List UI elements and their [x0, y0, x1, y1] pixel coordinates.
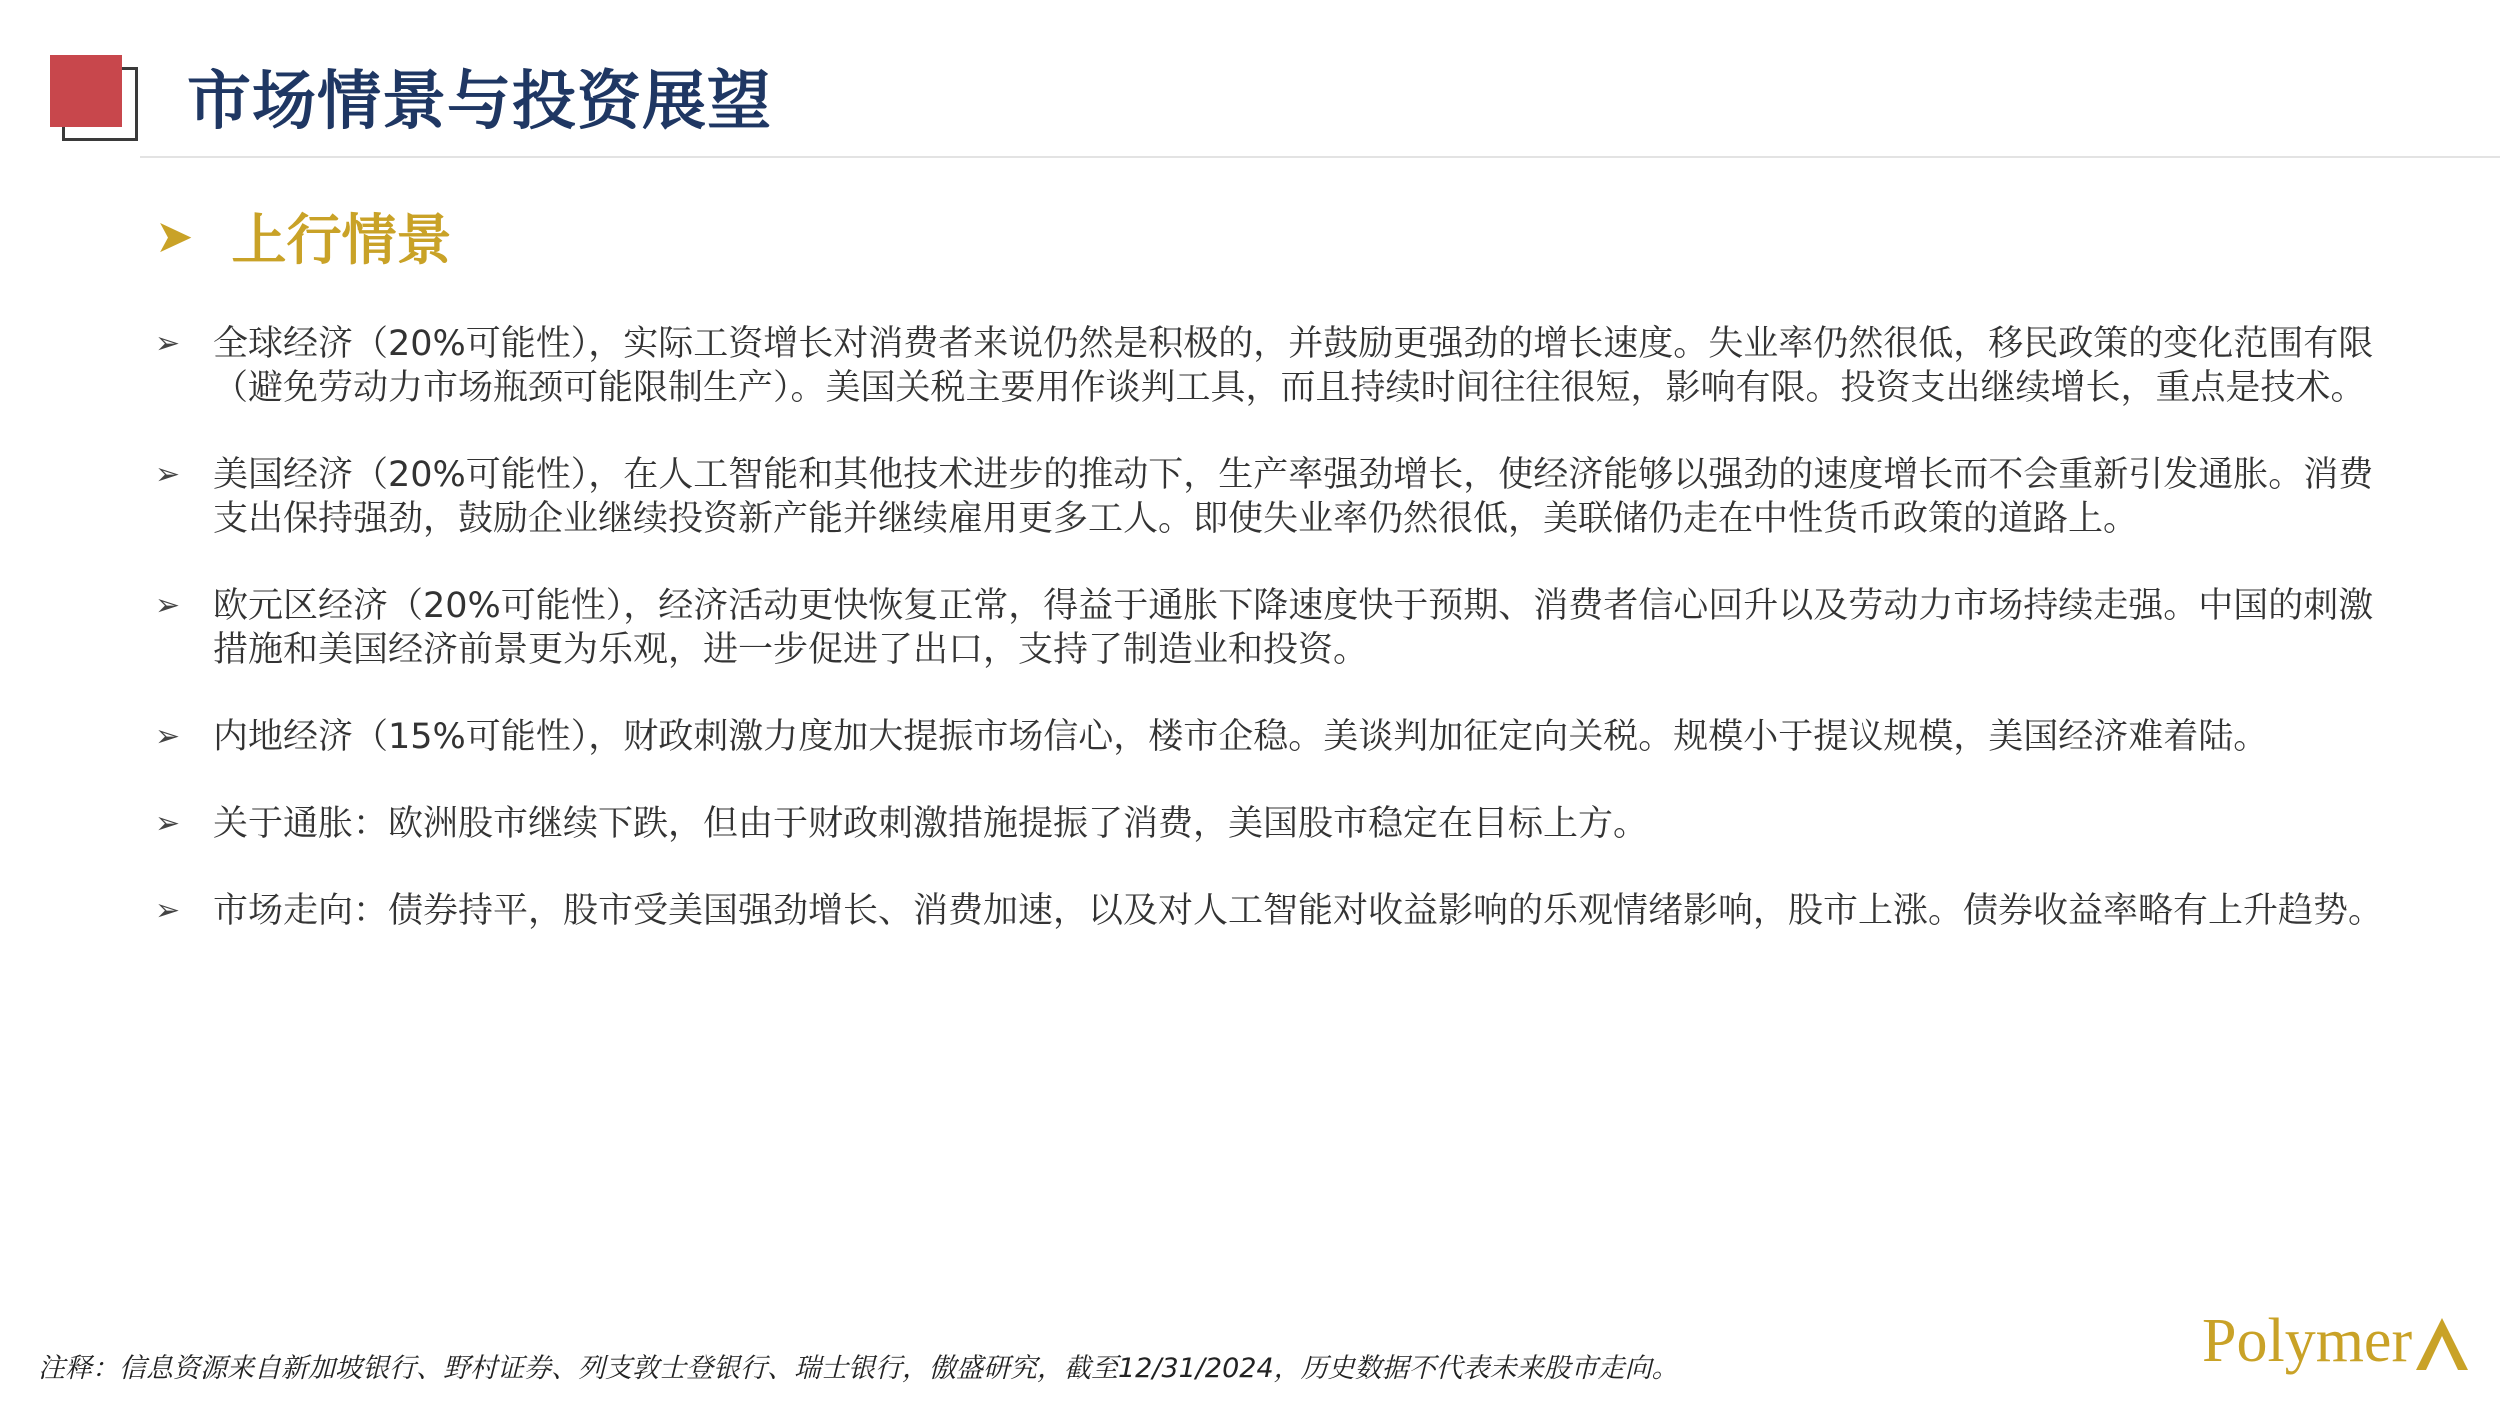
bullet-arrow-icon: ➢ — [155, 326, 181, 361]
bullet-text: 欧元区经济（20%可能性），经济活动更快恢复正常，得益于通胀下降速度快于预期、消费者信心回升以及劳动力市场持续走强。中国的刺激措施和美国经济前景更为乐观，进一步促进了出口，支持了制造业和投资。 — [213, 586, 2374, 670]
logo-red-square — [50, 55, 122, 127]
brand-name: Polymer — [2202, 1307, 2413, 1375]
bullet-arrow-icon: ➢ — [155, 806, 181, 841]
logo-squares — [50, 55, 140, 141]
bullet-text: 美国经济（20%可能性），在人工智能和其他技术进步的推动下，生产率强劲增长，使经济能够以强劲的速度增长而不会重新引发通胀。消费支出保持强劲，鼓励企业继续投资新产能并继续雇用更多工人。即使失业率仍然很低，美联储仍走在中性货币政策的道路上。 — [213, 455, 2374, 539]
header-divider — [140, 156, 2500, 158]
bullet-arrow-icon: ➢ — [155, 893, 181, 928]
list-item — [155, 802, 2405, 846]
section-heading — [155, 196, 452, 275]
list-item — [155, 584, 2405, 672]
list-item — [155, 889, 2405, 933]
page-title: 市场情景与投资展望 — [187, 65, 772, 139]
bullet-arrow-icon: ➢ — [155, 457, 181, 492]
bullet-list — [155, 322, 2405, 933]
section-title: 上行情景 — [231, 208, 452, 272]
brand-logo — [2202, 1307, 2470, 1375]
list-item — [155, 715, 2405, 759]
bullet-arrow-icon: ➢ — [155, 719, 181, 754]
list-item — [155, 453, 2405, 541]
bullet-text: 关于通胀：欧洲股市继续下跌，但由于财政刺激措施提振了消费，美国股市稳定在目标上方。 — [213, 804, 1649, 844]
bullet-text: 内地经济（15%可能性），财政刺激力度加大提振市场信心，楼市企稳。美谈判加征定向关税。规模小于提议规模，美国经济难着陆。 — [213, 717, 2269, 757]
brand-a-mark-icon — [2414, 1316, 2470, 1372]
list-item — [155, 322, 2405, 410]
bullet-text: 市场走向：债券持平，股市受美国强劲增长、消费加速，以及对人工智能对收益影响的乐观情绪影响，股市上涨。债券收益率略有上升趋势。 — [213, 891, 2384, 931]
footnote: 注释：信息资源来自新加坡银行、野村证券、列支敦士登银行、瑞士银行，傲盛研究，截至12/31/2024，历史数据不代表未来股市走向。 — [38, 1353, 1679, 1384]
bullet-text: 全球经济（20%可能性），实际工资增长对消费者来说仍然是积极的，并鼓励更强劲的增长速度。失业率仍然很低，移民政策的变化范围有限（避免劳动力市场瓶颈可能限制生产）。美国关税主要用作谈判工具，而且持续时间往往很短，影响有限。投资支出继续增长，重点是技术。 — [213, 324, 2374, 408]
bullet-arrow-icon: ➢ — [155, 588, 181, 623]
chevron-right-icon: ➤ — [155, 208, 194, 263]
